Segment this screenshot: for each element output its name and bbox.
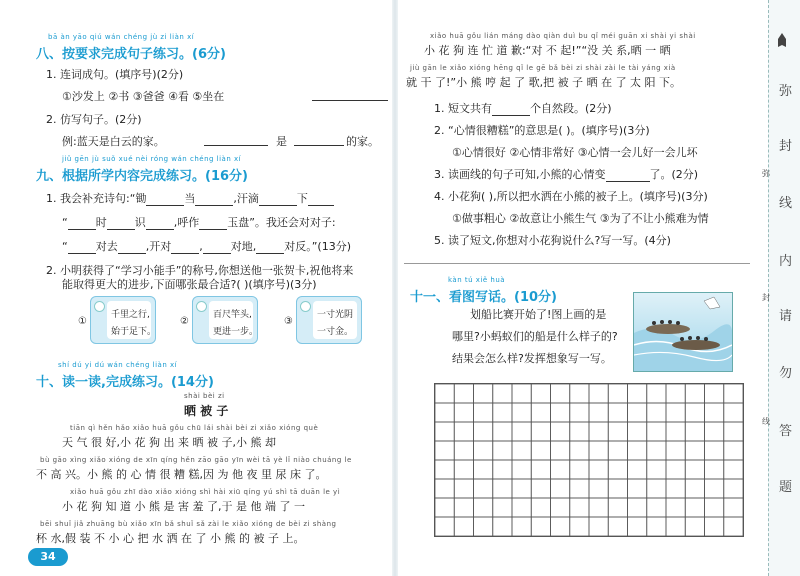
grid-cell[interactable] bbox=[531, 460, 550, 479]
s9-q1-line1 bbox=[46, 190, 334, 206]
right-line1: 小 花 狗 连 忙 道 歉:“对 不 起!”“没 关 系,晒 一 晒 bbox=[424, 44, 671, 57]
answer-blank[interactable] bbox=[171, 241, 199, 254]
card1-line2: 始于足下。 bbox=[111, 327, 157, 337]
grid-cell[interactable] bbox=[570, 403, 589, 422]
book-spine bbox=[392, 0, 398, 576]
grid-cell[interactable] bbox=[685, 517, 704, 536]
grid-cell[interactable] bbox=[493, 441, 512, 460]
story-line4-pinyin: bēi shuǐ jiǎ zhuāng bù xiǎo xīn bǎ shuǐ sǎ zài le xiǎo xióng de bèi zi shàng bbox=[40, 520, 337, 528]
binding-char: 线 bbox=[779, 196, 793, 211]
grid-cell[interactable] bbox=[705, 498, 724, 517]
grid-cell[interactable] bbox=[474, 498, 493, 517]
grid-cell[interactable] bbox=[685, 498, 704, 517]
grid-cell[interactable] bbox=[474, 479, 493, 498]
answer-line[interactable] bbox=[404, 263, 750, 264]
answer-blank[interactable] bbox=[492, 103, 530, 116]
grid-cell[interactable] bbox=[647, 498, 666, 517]
answer-blank[interactable] bbox=[259, 193, 297, 206]
answer-blank[interactable] bbox=[256, 241, 284, 254]
grid-cell[interactable] bbox=[647, 517, 666, 536]
text-segment: “ bbox=[62, 216, 68, 229]
text-segment: 识 bbox=[134, 216, 146, 229]
r-q1 bbox=[434, 100, 612, 116]
answer-blank[interactable] bbox=[606, 169, 650, 182]
grid-cell[interactable] bbox=[454, 460, 473, 479]
grid-cell[interactable] bbox=[531, 422, 550, 441]
grid-cell[interactable] bbox=[512, 384, 531, 403]
s8-q2-home: 的家。 bbox=[346, 135, 379, 148]
grid-cell[interactable] bbox=[589, 517, 608, 536]
grid-cell[interactable] bbox=[454, 441, 473, 460]
binding-small-char: 线 bbox=[762, 417, 770, 426]
s9-q1-line3 bbox=[62, 238, 351, 254]
s11-prompt-line1: 划船比赛开始了!图上画的是 bbox=[470, 308, 607, 321]
answer-blank[interactable] bbox=[118, 241, 146, 254]
story-line3: 小 花 狗 知 道 小 熊 是 害 羞 了,于 是 他 端 了 一 bbox=[62, 500, 305, 513]
answer-blank[interactable] bbox=[203, 241, 231, 254]
grid-cell[interactable] bbox=[551, 517, 570, 536]
grid-cell[interactable] bbox=[531, 403, 550, 422]
grid-cell[interactable] bbox=[551, 460, 570, 479]
grid-cell[interactable] bbox=[724, 479, 743, 498]
grid-cell[interactable] bbox=[512, 441, 531, 460]
grid-cell[interactable] bbox=[705, 460, 724, 479]
text-segment: 玉盘”。我还会对对子: bbox=[227, 216, 336, 229]
r-q2: 2. “心情很糟糕”的意思是( )。(填序号)(3分) bbox=[434, 124, 650, 137]
card1-line1: 千里之行, bbox=[111, 310, 150, 320]
s8-q2-blank-1[interactable] bbox=[204, 133, 268, 146]
grid-cell[interactable] bbox=[454, 479, 473, 498]
answer-blank[interactable] bbox=[68, 217, 96, 230]
r-q5: 5. 读了短文,你想对小花狗说什么?写一写。(4分) bbox=[434, 234, 671, 247]
boat-race-illustration bbox=[634, 293, 732, 371]
grid-cell[interactable] bbox=[647, 384, 666, 403]
grid-cell[interactable] bbox=[589, 384, 608, 403]
right-line2-pinyin: jiù gān le xiǎo xióng hēng qǐ le gē bǎ bèi zi shài zài le tài yáng xià bbox=[410, 64, 676, 72]
bulb-icon bbox=[196, 301, 207, 312]
binding-char: 题 bbox=[779, 480, 793, 495]
s8-question2: 2. 仿写句子。(2分) bbox=[46, 113, 142, 126]
binding-char: 勿 bbox=[779, 366, 793, 381]
grid-cell[interactable] bbox=[531, 384, 550, 403]
card3-number: ③ bbox=[284, 316, 293, 327]
s8-q1-options: ①沙发上 ②书 ③爸爸 ④看 ⑤坐在 bbox=[62, 90, 225, 103]
grid-cell[interactable] bbox=[608, 498, 627, 517]
grid-cell[interactable] bbox=[493, 517, 512, 536]
card2-number: ② bbox=[180, 316, 189, 327]
grid-cell[interactable] bbox=[493, 384, 512, 403]
grid-cell[interactable] bbox=[666, 384, 685, 403]
grid-cell[interactable] bbox=[647, 403, 666, 422]
story-line1: 天 气 很 好,小 花 狗 出 来 晒 被 子,小 熊 却 bbox=[62, 436, 276, 449]
section8-pinyin: bā àn yāo qiú wán chéng jù zi liàn xí bbox=[48, 33, 195, 41]
greeting-card-1[interactable] bbox=[90, 296, 156, 344]
grid-cell[interactable] bbox=[724, 422, 743, 441]
s8-q2-example: 例:蓝天是白云的家。 bbox=[62, 135, 165, 148]
binding-small-char: 封 bbox=[762, 293, 770, 302]
text-segment: 个自然段。(2分) bbox=[530, 102, 612, 115]
writing-grid[interactable] bbox=[434, 383, 744, 537]
grid-cell[interactable] bbox=[570, 460, 589, 479]
section11-pinyin: kàn tú xiě huà bbox=[448, 276, 506, 284]
grid-cell[interactable] bbox=[474, 384, 493, 403]
grid-cell[interactable] bbox=[435, 460, 454, 479]
answer-blank[interactable] bbox=[146, 217, 174, 230]
binding-char: 请 bbox=[779, 309, 793, 324]
card-inner bbox=[107, 301, 157, 339]
grid-cell[interactable] bbox=[551, 384, 570, 403]
story-line4: 杯 水,假 装 不 小 心 把 水 洒 在 了 小 熊 的 被 子 上。 bbox=[36, 532, 305, 545]
card1-number: ① bbox=[78, 316, 87, 327]
card2-line1: 百尺竿头, bbox=[213, 310, 252, 320]
r-q4-options: ①做事粗心 ②故意让小熊生气 ③为了不让小熊难为情 bbox=[452, 212, 709, 225]
grid-cell[interactable] bbox=[608, 517, 627, 536]
binding-char: 封 bbox=[779, 139, 793, 154]
answer-blank[interactable] bbox=[107, 217, 135, 230]
card3-line1: 一寸光阴 bbox=[317, 310, 354, 320]
grid-cell[interactable] bbox=[666, 517, 685, 536]
story-line2: 不 高 兴。小 熊 的 心 情 很 糟 糕,因 为 他 夜 里 尿 床 了。 bbox=[36, 468, 327, 481]
grid-cell[interactable] bbox=[454, 403, 473, 422]
grid-cell[interactable] bbox=[570, 384, 589, 403]
grid-cell[interactable] bbox=[493, 460, 512, 479]
binding-strip bbox=[768, 0, 800, 576]
card2-line2: 更进一步。 bbox=[213, 327, 259, 337]
grid-cell[interactable] bbox=[454, 498, 473, 517]
text-segment: 1. 我会补充诗句:“锄 bbox=[46, 192, 147, 205]
greeting-card-2[interactable] bbox=[192, 296, 258, 344]
text-segment: 对去 bbox=[95, 240, 118, 253]
s9-q2-line1: 2. 小明获得了“学习小能手”的称号,你想送他一张贺卡,祝他将来 bbox=[46, 264, 354, 277]
grid-cell[interactable] bbox=[724, 517, 743, 536]
grid-cell[interactable] bbox=[705, 384, 724, 403]
binding-char: 答 bbox=[779, 424, 793, 439]
r-q2-options: ①心情很好 ②心情非常好 ③心情一会儿好一会儿坏 bbox=[452, 146, 698, 159]
grid-cell[interactable] bbox=[493, 403, 512, 422]
s8-q1-answer-blank[interactable] bbox=[312, 88, 388, 101]
grid-cell[interactable] bbox=[551, 498, 570, 517]
grid-cell[interactable] bbox=[685, 460, 704, 479]
grid-cell[interactable] bbox=[570, 517, 589, 536]
grid-cell[interactable] bbox=[724, 498, 743, 517]
binding-small-char: 弥 bbox=[762, 169, 770, 178]
card3-line2: 一寸金。 bbox=[317, 327, 354, 337]
grid-cell[interactable] bbox=[454, 384, 473, 403]
grid-cell[interactable] bbox=[628, 384, 647, 403]
grid-cell[interactable] bbox=[705, 441, 724, 460]
section11-title: 十一、看图写话。(10分) bbox=[410, 290, 557, 305]
answer-blank[interactable] bbox=[68, 241, 96, 254]
grid-cell[interactable] bbox=[435, 479, 454, 498]
grid-cell[interactable] bbox=[474, 517, 493, 536]
text-segment: , bbox=[199, 240, 203, 253]
grid-cell[interactable] bbox=[589, 479, 608, 498]
grid-cell[interactable] bbox=[454, 422, 473, 441]
text-segment: ,汗滴 bbox=[233, 192, 259, 205]
grid-cell[interactable] bbox=[531, 498, 550, 517]
grid-cell[interactable] bbox=[705, 422, 724, 441]
grid-cell[interactable] bbox=[685, 403, 704, 422]
grid-cell[interactable] bbox=[435, 422, 454, 441]
greeting-card-3[interactable] bbox=[296, 296, 362, 344]
grid-cell[interactable] bbox=[493, 422, 512, 441]
grid-cell[interactable] bbox=[685, 422, 704, 441]
r-q3 bbox=[434, 166, 698, 182]
grid-cell[interactable] bbox=[589, 403, 608, 422]
story-line3-pinyin: xiǎo huā gǒu zhī dào xiǎo xióng shì hài xiū qíng yú shì tā duān le yì bbox=[70, 488, 341, 496]
grid-cell[interactable] bbox=[551, 441, 570, 460]
grid-cell[interactable] bbox=[724, 384, 743, 403]
grid-cell[interactable] bbox=[628, 460, 647, 479]
grid-cell[interactable] bbox=[589, 422, 608, 441]
text-segment: 当 bbox=[184, 192, 196, 205]
story-line1-pinyin: tiān qì hěn hǎo xiǎo huā gǒu chū lái shài bèi zi xiǎo xióng què bbox=[70, 424, 319, 432]
rocket-icon bbox=[777, 33, 787, 51]
card-inner bbox=[209, 301, 259, 339]
grid-cell[interactable] bbox=[647, 441, 666, 460]
section10-title: 十、读一读,完成练习。(14分) bbox=[36, 375, 214, 390]
grid-cell[interactable] bbox=[628, 479, 647, 498]
grid-cell[interactable] bbox=[628, 441, 647, 460]
grid-cell[interactable] bbox=[474, 422, 493, 441]
card-inner bbox=[313, 301, 357, 339]
grid-cell[interactable] bbox=[666, 403, 685, 422]
grid-cell[interactable] bbox=[512, 479, 531, 498]
grid-cell[interactable] bbox=[570, 441, 589, 460]
bulb-icon bbox=[94, 301, 105, 312]
text-segment: “ bbox=[62, 240, 68, 253]
grid-cell[interactable] bbox=[685, 384, 704, 403]
grid-cell[interactable] bbox=[435, 498, 454, 517]
text-segment: 对反。”(13分) bbox=[284, 240, 351, 253]
grid-cell[interactable] bbox=[474, 403, 493, 422]
grid-cell[interactable] bbox=[628, 498, 647, 517]
section8-title: 八、按要求完成句子练习。(6分) bbox=[36, 47, 226, 62]
text-segment: ,呼作 bbox=[173, 216, 200, 229]
grid-cell[interactable] bbox=[608, 403, 627, 422]
s8-q2-blank-2[interactable] bbox=[294, 133, 344, 146]
grid-cell[interactable] bbox=[435, 441, 454, 460]
grid-cell[interactable] bbox=[512, 422, 531, 441]
s11-prompt-line2: 哪里?小蚂蚁们的船是什么样子的? bbox=[452, 330, 618, 343]
grid-cell[interactable] bbox=[570, 422, 589, 441]
binding-char: 内 bbox=[779, 254, 793, 269]
grid-cell[interactable] bbox=[705, 517, 724, 536]
grid-cell[interactable] bbox=[589, 498, 608, 517]
story-line2-pinyin: bù gāo xìng xiǎo xióng de xīn qíng hěn zāo gāo yīn wèi tā yè lǐ niào chuáng le bbox=[40, 456, 352, 464]
section9-title: 九、根据所学内容完成练习。(16分) bbox=[36, 169, 248, 184]
grid-cell[interactable] bbox=[647, 422, 666, 441]
text-segment: 下 bbox=[296, 192, 308, 205]
s8-q2-is: 是 bbox=[276, 135, 287, 148]
answer-blank[interactable] bbox=[146, 193, 184, 206]
bulb-icon bbox=[300, 301, 311, 312]
grid-cell[interactable] bbox=[551, 479, 570, 498]
text-segment: 时 bbox=[95, 216, 107, 229]
grid-cell[interactable] bbox=[531, 441, 550, 460]
grid-cell[interactable] bbox=[666, 479, 685, 498]
grid-cell[interactable] bbox=[666, 441, 685, 460]
grid-cell[interactable] bbox=[435, 403, 454, 422]
s9-q1-line2 bbox=[62, 214, 336, 230]
grid-cell[interactable] bbox=[628, 517, 647, 536]
right-line1-pinyin: xiǎo huā gǒu lián máng dào qiàn duì bu qǐ méi guān xi shài yi shài bbox=[430, 32, 696, 40]
grid-cell[interactable] bbox=[435, 517, 454, 536]
grid-cell[interactable] bbox=[531, 517, 550, 536]
grid-cell[interactable] bbox=[608, 441, 627, 460]
grid-cell[interactable] bbox=[628, 422, 647, 441]
right-line2: 就 干 了!”小 熊 哼 起 了 歌,把 被 子 晒 在 了 太 阳 下。 bbox=[406, 76, 682, 89]
section9-pinyin: jiǔ gēn jù suǒ xué nèi róng wán chéng liàn xí bbox=[62, 155, 242, 163]
text-segment: ,开对 bbox=[145, 240, 172, 253]
grid-cell[interactable] bbox=[589, 441, 608, 460]
grid-cell[interactable] bbox=[512, 460, 531, 479]
grid-cell[interactable] bbox=[570, 498, 589, 517]
grid-cell[interactable] bbox=[454, 517, 473, 536]
answer-blank[interactable] bbox=[199, 217, 227, 230]
ant-boat-race-picture bbox=[633, 292, 733, 372]
grid-cell[interactable] bbox=[647, 479, 666, 498]
grid-cell[interactable] bbox=[608, 460, 627, 479]
grid-cell[interactable] bbox=[512, 498, 531, 517]
s8-question1: 1. 连词成句。(填序号)(2分) bbox=[46, 68, 184, 81]
grid-cell[interactable] bbox=[666, 498, 685, 517]
grid-cell[interactable] bbox=[666, 422, 685, 441]
grid-cell[interactable] bbox=[724, 441, 743, 460]
s9-q2-line2: 能取得更大的进步,下面哪张最合适?( )(填序号)(3分) bbox=[62, 278, 317, 291]
grid-cell[interactable] bbox=[512, 517, 531, 536]
binding-char: 弥 bbox=[779, 84, 793, 99]
grid-cell[interactable] bbox=[724, 403, 743, 422]
grid-cell[interactable] bbox=[589, 460, 608, 479]
grid-cell[interactable] bbox=[685, 441, 704, 460]
grid-cell[interactable] bbox=[608, 479, 627, 498]
grid-cell[interactable] bbox=[551, 422, 570, 441]
grid-cell[interactable] bbox=[628, 403, 647, 422]
grid-cell[interactable] bbox=[705, 479, 724, 498]
grid-cell[interactable] bbox=[435, 384, 454, 403]
r-q4: 4. 小花狗( ),所以把水洒在小熊的被子上。(填序号)(3分) bbox=[434, 190, 708, 203]
text-segment: 了。(2分) bbox=[649, 168, 699, 181]
text-segment: 3. 读画线的句子可知,小熊的心情变 bbox=[434, 168, 606, 181]
answer-blank[interactable] bbox=[195, 193, 233, 206]
answer-blank[interactable] bbox=[308, 193, 334, 206]
grid-cell[interactable] bbox=[666, 460, 685, 479]
grid-cell[interactable] bbox=[608, 422, 627, 441]
grid-cell[interactable] bbox=[531, 479, 550, 498]
grid-cell[interactable] bbox=[512, 403, 531, 422]
grid-cell[interactable] bbox=[493, 479, 512, 498]
story-title-pinyin: shài bèi zi bbox=[184, 392, 225, 400]
grid-cell[interactable] bbox=[705, 403, 724, 422]
section10-pinyin: shí dú yi dú wán chéng liàn xí bbox=[58, 361, 178, 369]
story-title: 晒 被 子 bbox=[184, 404, 229, 418]
s11-prompt-line3: 结果会怎么样?发挥想象写一写。 bbox=[452, 352, 612, 365]
grid-cell[interactable] bbox=[474, 441, 493, 460]
grid-cell[interactable] bbox=[551, 403, 570, 422]
grid-cell[interactable] bbox=[474, 460, 493, 479]
grid-cell[interactable] bbox=[608, 384, 627, 403]
text-segment: 对地, bbox=[230, 240, 257, 253]
grid-cell[interactable] bbox=[647, 460, 666, 479]
page-number: 34 bbox=[28, 548, 68, 566]
grid-cell[interactable] bbox=[685, 479, 704, 498]
text-segment: 1. 短文共有 bbox=[434, 102, 492, 115]
grid-cell[interactable] bbox=[570, 479, 589, 498]
grid-cell[interactable] bbox=[493, 498, 512, 517]
grid-cell[interactable] bbox=[724, 460, 743, 479]
